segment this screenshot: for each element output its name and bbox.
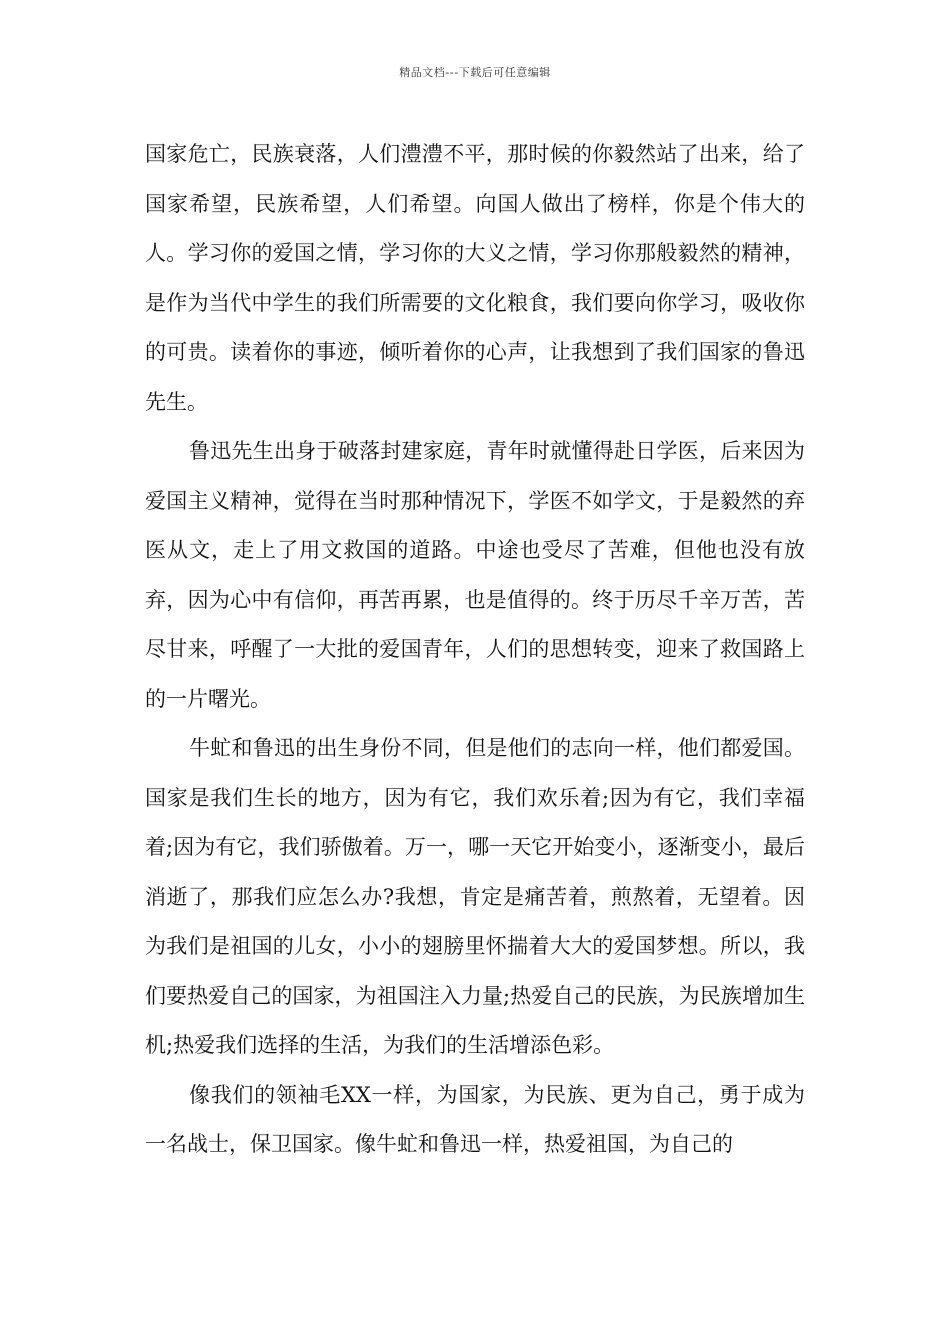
page-header: 精品文档---下载后可任意编辑: [399, 66, 551, 79]
paragraph-1: 国家危亡，民族衰落，人们澧澧不平，那时候的你毅然站了出来，给了国家希望，民族希望，人们希望。向国人做出了榜样，你是个伟大的人。学习你的爱国之情，学习你的大义之情，学习你那般毅然的精神，是作为当代中学生的我们所需要的文化粮食，我们要向你学习，吸收你的可贵。读着你的事迹，倾听着你的心声，让我想到了我们国家的鲁迅先生。: [145, 142, 805, 414]
paragraph-4: 像我们的领袖毛XX一样，为国家，为民族、更为自己，勇于成为一名战士，保卫国家。像牛虻和鲁迅一样，热爱祖国，为自己的: [145, 1082, 805, 1156]
paragraph-3: 牛虻和鲁迅的出生身份不同，但是他们的志向一样，他们都爱国。国家是我们生长的地方，因为有它，我们欢乐着;因为有它，我们幸福着;因为有它，我们骄傲着。万一，哪一天它开始变小，逐渐变小，最后消逝了，那我们应怎么办?我想，肯定是痛苦着，煎熬着，无望着。因为我们是祖国的儿女，小小的翅膀里怀揣着大大的爱国梦想。所以，我们要热爱自己的国家，为祖国注入力量;热爱自己的民族，为民族增加生机;热爱我们选择的生活，为我们的生活增添色彩。: [145, 736, 805, 1057]
paragraph-2: 鲁迅先生出身于破落封建家庭，青年时就懂得赴日学医，后来因为爱国主义精神，觉得在当时那种情况下，学医不如学文，于是毅然的弃医从文，走上了用文救国的道路。中途也受尽了苦难，但他也没有放弃，因为心中有信仰，再苦再累，也是值得的。终于历尽千辛万苦，苦尽甘来，呼醒了一大批的爱国青年，人们的思想转变，迎来了救国路上的一片曙光。: [145, 439, 805, 711]
document-body: [145, 130, 805, 1170]
